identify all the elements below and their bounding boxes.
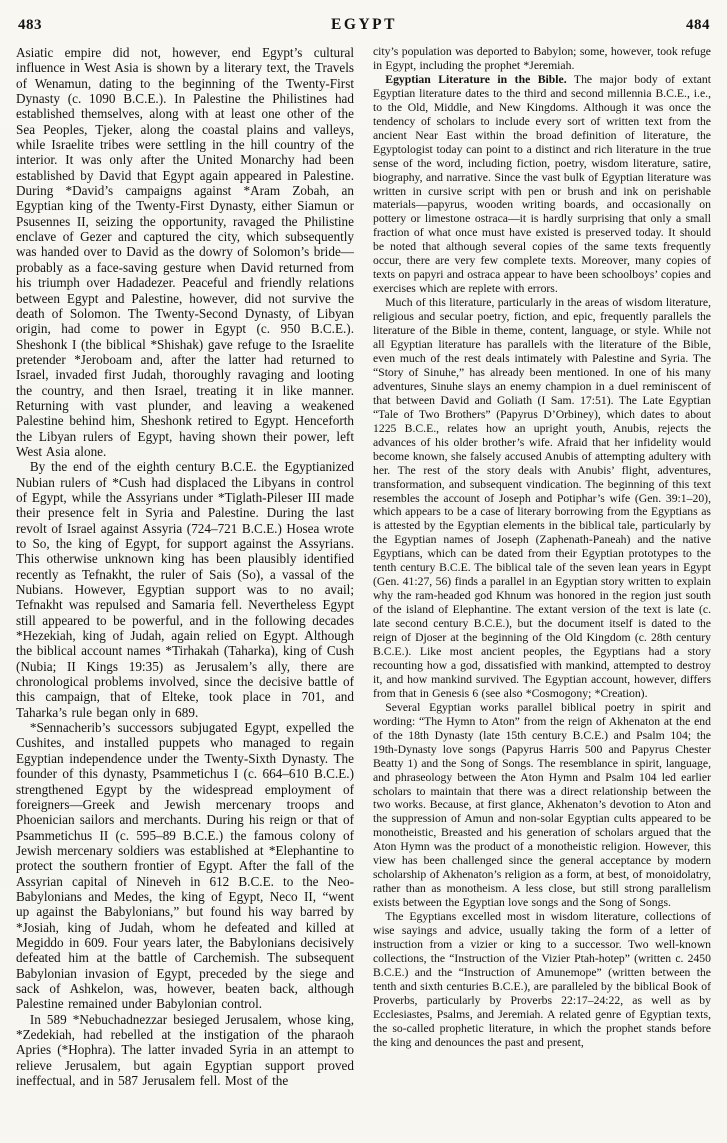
paragraph-text: *Sennacherib’s successors subjugated Egypt, expelled the Cushites, and installed puppets who managed to regain Egyptian independence under the Twenty-Sixth Dynasty. The founder of this dynasty, Psammetichus I (c. 664–610 B.C.E.) strengthened Egypt by the widespread employment of foreigners—Greek and Jewish mercenary troops and Phoenician sailors and merchants. During his reign or that of Psammetichus II (c. 595–89 B.C.E.) the famous colony of Jewish mercenary soldiers was established at *Elephantine to protect the southern frontier of Egypt. After the fall of the Assyrian capital of Nineveh in 612 B.C.E. to the Neo-Babylonians and Medes, the king of Egypt, Neco II, “went up against the Babylonians,” but found his way barred by *Josiah, king of Judah, whom he defeated and killed at Megiddo in 609. Four years later, the Babylonians decisively defeated him at the battle of Carchemish. The subsequent Babylonian invasion of Egypt, preceded by the siege and sack of Ashkelon, was, however, beaten back, although Palestine remained under Babylonian control. [16, 720, 354, 1012]
right-column [373, 45, 711, 1088]
section-heading: Egyptian Literature in the Bible. [385, 72, 567, 86]
two-column-layout [16, 45, 712, 1088]
paragraph-text: Several Egyptian works parallel biblical poetry in spirit and wording: “The Hymn to Aton” from the reign of Akhenaton at the end of the 18th Dynasty (late 15th century B.C.E.) and Psalm 104; the 19th-Dynasty love songs (Papyrus Harris 500 and Papyrus Chester Beatty 1) and the Song of Songs. The resemblance in spirit, language, and phraseology between the Aton Hymn and Psalm 104 led earlier scholars to maintain that there was a direct relationship between the two works. Because, at first glance, Akhenaton’s devotion to Aton and the suppression of Amun and non-solar Egyptian cults appeared to be monotheistic, Breasted and his generation of scholars argued that the Aton Hymn was the product of a monotheistic religion. However, this view has been challenged since the general acceptance by modern scholarship of Akhenaton’s religion as a form, at best, of monoidolatry, rather than as monotheism. A less close, but still strong parallelism exists between the Egyptian love songs and the Song of Songs. [373, 700, 711, 910]
paragraph [373, 45, 711, 73]
paragraph [16, 45, 354, 459]
paragraph-text: The major body of extant Egyptian literature dates to the third and second millennia B.C.E., i.e., to the Old, Middle, and New Kingdoms. Although it was once the tendency of scholars to include every sort of written text from the ancient Near East within the broad definition of literature, the Egyptologist today can point to a distinct and rich literature in the true sense of the word, including fiction, poetry, wisdom literature, satire, biography, and narrative. Since the vast bulk of Egyptian literature was written in cursive script with pen or brush and ink on perishable materials—papyrus, wooden writing boards, and occasionally on pottery or limestone ostraca—it is hardly surprising that only a small fraction of what once must have existed is preserved today. It should be noted that although several copies of the same texts frequently occur, there are very few complete texts. Moreover, many copies of texts on papyri and ostraca appear to have been schoolboys’ copies and exercises which are replete with errors. [373, 72, 711, 296]
paragraph-text: Asiatic empire did not, however, end Egypt’s cultural influence in West Asia is shown by a literary text, the Travels of Wenamun, dating to the beginning of the Twenty-First Dynasty (c. 1090 B.C.E.). In Palestine the Philistines had established themselves, along with at least one other of the Sea Peoples, Tjeker, along the coastal plains and valleys, while Israelite tribes were settling in the hill country of the interior. It was only after the United Monarchy had been established by David that Egypt again appeared in Palestine. During *David’s campaigns against *Aram Zobah, an Egyptian king of the Twenty-First Dynasty, either Siamun or Psusennes II, seizing the opportunity, ravaged the Philistine enclave of Gezer and captured the city, which subsequently was handed over to David as the dowry of Solomon’s bride—probably as a face-saving gesture when David returned from his triumph over Hadadezer. Peaceful and friendly relations between Egypt and Palestine, however, did not survive the death of Solomon. The Twenty-Second Dynasty, of Libyan origin, had come to power in Egypt (c. 950 B.C.E.). Sheshonk I (the biblical *Shishak) gave refuge to the Israelite pretender *Jeroboam and, after the latter had returned to Israel, invaded first Judah, thoroughly ravaging and looting the country, and then Israel, treating it in like manner. Returning with vast plunder, and leaving a weakened Palestine behind him, Sheshonk retired to Egypt. Henceforth the Libyan rulers of Egypt, having shown their power, left West Asia alone. [16, 45, 354, 459]
paragraph [16, 1012, 354, 1089]
paragraph [16, 720, 354, 1012]
paragraph [373, 701, 711, 910]
paragraph-text: In 589 *Nebuchadnezzar besieged Jerusalem, whose king, *Zedekiah, had rebelled at the instigation of the pharaoh Apries (*Hophra). The latter invaded Syria in an attempt to relieve Jerusalem, but again Egyptian support proved ineffectual, and in 587 Jerusalem fell. Most of the [16, 1011, 354, 1089]
paragraph-text: By the end of the eighth century B.C.E. the Egyptianized Nubian rulers of *Cush had displaced the Libyans in control of Egypt, while the Assyrians under *Tiglath-Pileser III made their presence felt in Syria and Palestine. During the last revolt of Israel against Assyria (724–721 B.C.E.) Hosea wrote to So, the king of Egypt, for support against the Assyrians. This otherwise unknown king has been plausibly identified recently as Tefnakht, the ruler of Sais (So), a vassal of the Nubians. However, Egyptian support was to no avail; Tefnakht was repulsed and Samaria fell. Nevertheless Egypt still appeared to be powerful, and in the following decades *Hezekiah, king of Judah, again relied on Egypt. Although the biblical account names *Tirhakah (Taharka), king of Cush (Nubia; II Kings 19:35) as Jerusalem’s ally, there are chronological problems involved, since the decisive battle of this campaign, that of Elteke, took place in 701, and Taharka’s rule began only in 689. [16, 459, 354, 720]
page-number-left: 483 [18, 17, 42, 33]
paragraph [373, 910, 711, 1050]
paragraph [373, 296, 711, 701]
paragraph-text: Much of this literature, particularly in the areas of wisdom literature, religious and secular poetry, fiction, and epic, frequently parallels the literature of the Bible in theme, content, language, or style. While not all Egyptian literature has parallels with the literature of the Bible, even much of the rest deals intimately with Palestine and Syria. The “Story of Sinuhe,” has already been mentioned. In one of his many adventures, Sinuhe slays an enemy champion in a duel reminiscent of that between David and Goliath (I Sam. 17:51). The Late Egyptian “Tale of Two Brothers” (Papyrus D’Orbiney), which dates to about 1225 B.C.E., relates how an upright youth, Anubis, rejects the advances of his older brother’s wife. Afraid that her infidelity would become known, she falsely accused Anubis of attempting adultery with her. The rest of the story deals with Anubis’ flight, adventures, transformation, and subsequent vindication. The beginning of this text resembles the account of Joseph and Potiphar’s wife (Gen. 39:1–20), which appears to be a case of literary borrowing from the Egyptians as is attested by the Egyptian elements in the biblical tale, particularly by the Egyptian names of Joseph (Zaphenath-Paneah) and the native Egyptians, which can be dated from their Egyptian prototypes to the tenth century B.C.E. The biblical tale of the seven lean years in Egypt (Gen. 41:27, 56) finds a parallel in an Egyptian story written to explain why the ram-headed god Khnum was honored in the region just south of the island of Elephantine. The extant version of the text is late (c. late second century B.C.E.), but the document itself is dated to the reign of Djoser at the beginning of the Old Kingdom (c. 28th century B.C.E.). Like most ancient peoples, the Egyptians had a story recounting how a god, dissatisfied with mankind, attempted to destroy it, and how mankind survived. The Egyptian account, however, differs from that in Genesis 6 (see also *Cosmogony; *Creation). [373, 296, 711, 700]
paragraph [373, 73, 711, 296]
page-header [16, 12, 712, 36]
left-column [16, 45, 354, 1088]
paragraph-text: The Egyptians excelled most in wisdom literature, collections of wise sayings and advice, usually taking the form of a letter of instruction from a vizier or king to a successor. Two well-known collections, the “Instruction of the Vizier Ptah-hotep” (written c. 2450 B.C.E.) and the “Instruction of Amunemope” (written between the tenth and sixth centuries B.C.E.), are paralleled by the biblical Book of Proverbs, particularly by Proverbs 22:17–24:22, as well as by Ecclesiastes, Psalms, and Jeremiah. A related genre of Egyptian texts, the so-called prophetic literature, in which the prophet stands before the king and denounces the past and present, [373, 910, 711, 1049]
page-number-right: 484 [686, 17, 710, 33]
paragraph-text: city’s population was deported to Babylon; some, however, took refuge in Egypt, including the prophet *Jeremiah. [373, 45, 711, 72]
page-title: EGYPT [331, 16, 397, 33]
paragraph [16, 459, 354, 720]
